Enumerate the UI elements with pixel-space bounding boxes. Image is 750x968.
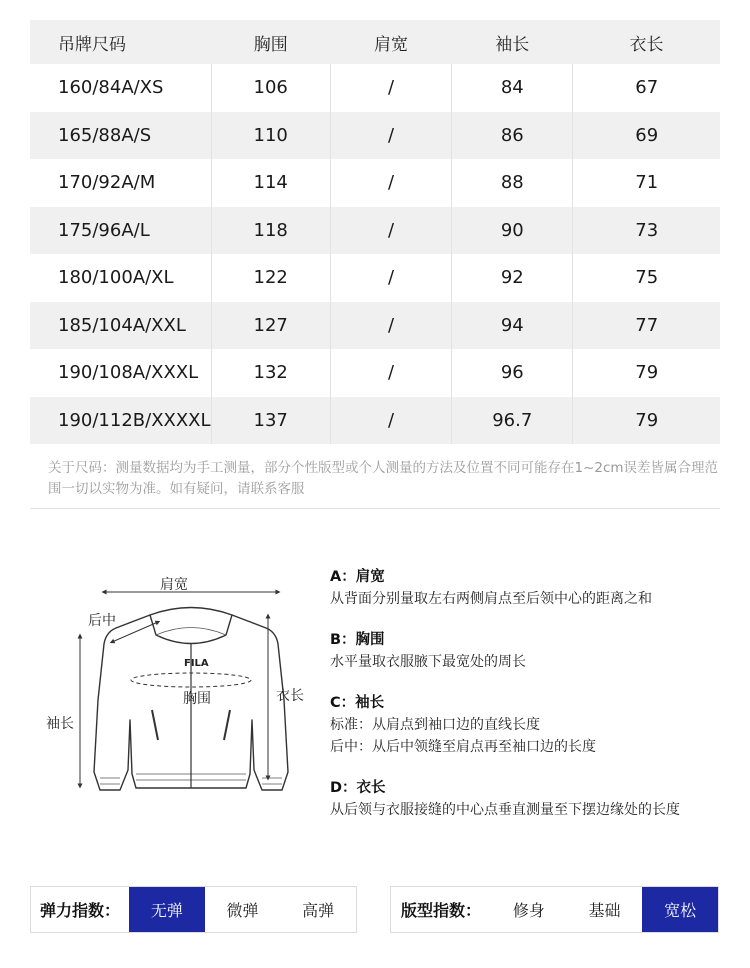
cell-shoulder: /	[330, 64, 451, 112]
cell-size: 185/104A/XXL	[30, 302, 211, 350]
definition-title: B：胸围	[330, 632, 385, 648]
diagram-length-label: 衣长	[276, 688, 304, 704]
diagram-sleeve-label: 袖长	[46, 716, 74, 732]
measurement-definitions	[330, 566, 740, 840]
measurement-note: 关于尺码：测量数据均为手工测量，部分个性版型或个人测量的方法及位置不同可能存在1~2cm误差皆属合理范围一切以实物为准。如有疑问，请联系客服	[48, 460, 719, 497]
cell-sleeve: 96.7	[452, 397, 573, 445]
cell-sleeve: 94	[452, 302, 573, 350]
cell-length: 75	[573, 254, 720, 302]
cell-shoulder: /	[330, 254, 451, 302]
divider	[30, 508, 720, 509]
elastic-index-bar	[30, 886, 357, 933]
cell-length: 79	[573, 349, 720, 397]
cell-sleeve: 84	[452, 64, 573, 112]
definition-text: 从背面分别量取左右两侧肩点至后领中心的距离之和	[330, 591, 652, 607]
cell-length: 79	[573, 397, 720, 445]
cell-length: 69	[573, 112, 720, 160]
fit-index-bar	[390, 886, 719, 933]
cell-size: 190/112B/XXXXL	[30, 397, 211, 445]
cell-sleeve: 86	[452, 112, 573, 160]
table-row	[30, 302, 720, 350]
header-chest: 胸围	[211, 20, 330, 64]
fila-logo: FILA	[184, 658, 209, 669]
header-size: 吊牌尺码	[30, 20, 211, 64]
definition-shoulder	[330, 566, 740, 610]
cell-sleeve: 96	[452, 349, 573, 397]
cell-shoulder: /	[330, 112, 451, 160]
fit-option-regular: 基础	[588, 901, 621, 920]
cell-sleeve: 90	[452, 207, 573, 255]
definition-text: 水平量取衣服腋下最宽处的周长	[330, 654, 526, 670]
cell-size: 165/88A/S	[30, 112, 211, 160]
size-chart-table	[30, 20, 720, 444]
elastic-option-high: 高弹	[302, 901, 335, 920]
cell-length: 73	[573, 207, 720, 255]
cell-chest: 137	[211, 397, 330, 445]
fit-option-slim: 修身	[512, 901, 545, 920]
cell-size: 170/92A/M	[30, 159, 211, 207]
definition-title: C：袖长	[330, 695, 385, 711]
definition-text: 从后领与衣服接缝的中心点垂直测量至下摆边缘处的长度	[330, 802, 680, 818]
cell-chest: 106	[211, 64, 330, 112]
fit-index-label: 版型指数：	[400, 901, 481, 920]
cell-size: 175/96A/L	[30, 207, 211, 255]
cell-shoulder: /	[330, 397, 451, 445]
cell-chest: 110	[211, 112, 330, 160]
jacket-measurement-diagram	[40, 560, 330, 810]
cell-sleeve: 88	[452, 159, 573, 207]
header-shoulder: 肩宽	[330, 20, 451, 64]
table-row	[30, 207, 720, 255]
header-sleeve: 袖长	[452, 20, 573, 64]
cell-chest: 132	[211, 349, 330, 397]
cell-size: 180/100A/XL	[30, 254, 211, 302]
elastic-option-none: 无弹	[129, 887, 205, 932]
cell-chest: 127	[211, 302, 330, 350]
diagram-chest-label: 胸围	[183, 691, 211, 707]
definition-chest	[330, 629, 740, 673]
definition-title: D：衣长	[330, 780, 386, 796]
cell-length: 71	[573, 159, 720, 207]
definition-text: 标准：从肩点到袖口边的直线长度	[330, 717, 540, 733]
header-length: 衣长	[573, 20, 720, 64]
diagram-shoulder-label: 肩宽	[160, 577, 188, 593]
cell-chest: 114	[211, 159, 330, 207]
cell-size: 160/84A/XS	[30, 64, 211, 112]
cell-chest: 118	[211, 207, 330, 255]
table-header-row	[30, 20, 720, 64]
elastic-option-slight: 微弹	[226, 901, 259, 920]
fit-option-loose: 宽松	[642, 887, 718, 932]
table-row	[30, 349, 720, 397]
cell-size: 190/108A/XXXL	[30, 349, 211, 397]
cell-length: 77	[573, 302, 720, 350]
table-row	[30, 254, 720, 302]
cell-shoulder: /	[330, 207, 451, 255]
diagram-back-center-label: 后中	[88, 613, 116, 629]
definition-sleeve	[330, 692, 740, 758]
cell-shoulder: /	[330, 159, 451, 207]
cell-length: 67	[573, 64, 720, 112]
definition-title: A：肩宽	[330, 569, 385, 585]
table-row	[30, 64, 720, 112]
table-row	[30, 159, 720, 207]
table-row	[30, 112, 720, 160]
elastic-index-label: 弹力指数：	[39, 901, 120, 920]
cell-sleeve: 92	[452, 254, 573, 302]
cell-shoulder: /	[330, 349, 451, 397]
definition-length	[330, 777, 740, 821]
cell-shoulder: /	[330, 302, 451, 350]
definition-text: 后中：从后中领缝至肩点再至袖口边的长度	[330, 739, 596, 755]
table-row	[30, 397, 720, 445]
cell-chest: 122	[211, 254, 330, 302]
